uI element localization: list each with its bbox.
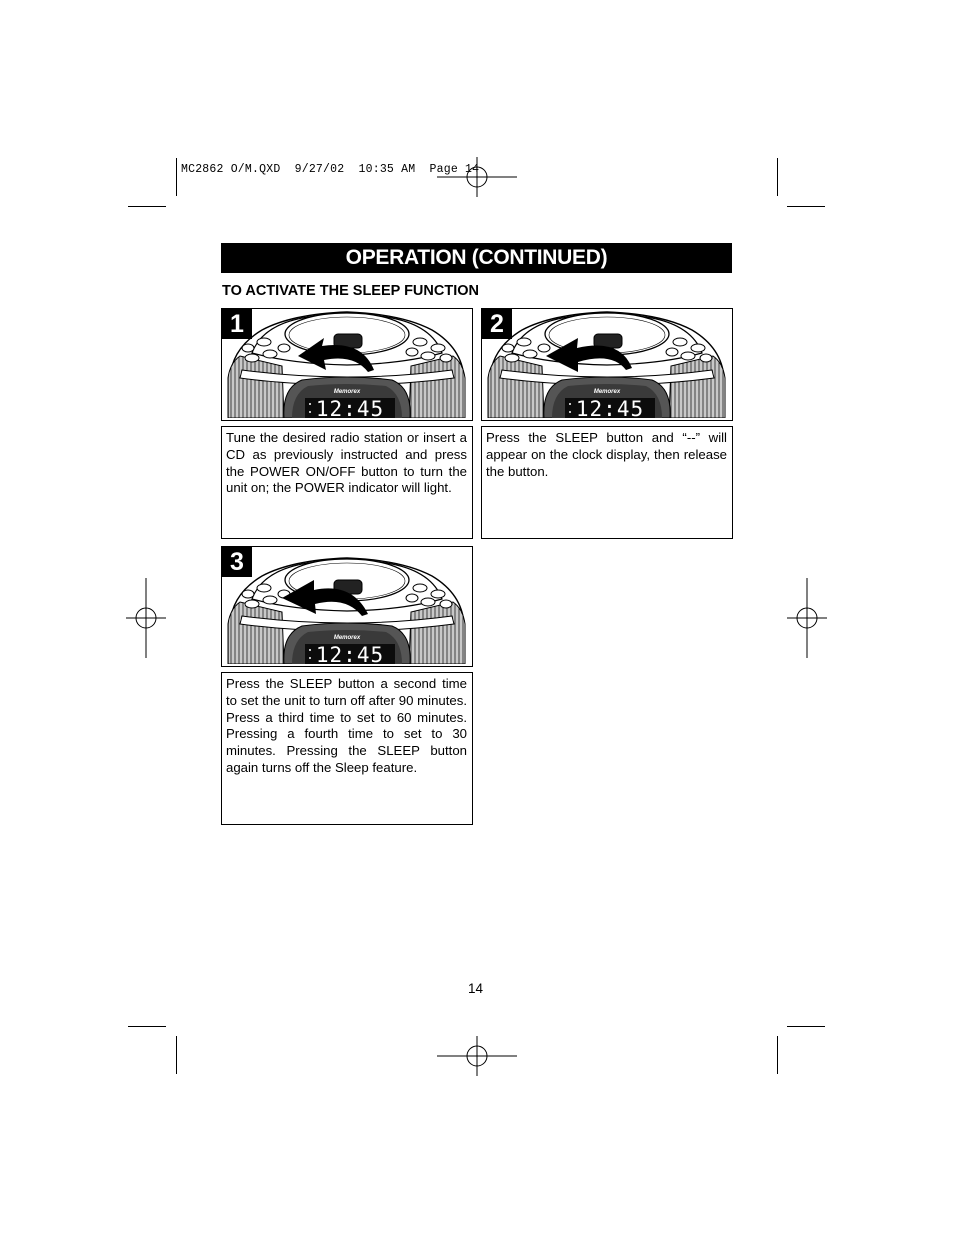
step-number-badge: 3	[222, 547, 252, 577]
print-slug: MC2862 O/M.QXD 9/27/02 10:35 AM Page 14	[181, 163, 480, 176]
clock-display: 12:45	[315, 397, 385, 418]
brand-logo: Memorex	[333, 389, 361, 395]
clock-display: 12:45	[315, 643, 385, 664]
step-1-illustration	[221, 308, 473, 421]
step-number-badge: 2	[482, 309, 512, 339]
step-number-badge: 1	[222, 309, 252, 339]
brand-logo: Memorex	[593, 389, 621, 395]
crop-mark	[787, 1026, 825, 1027]
section-title: TO ACTIVATE THE SLEEP FUNCTION	[222, 283, 479, 299]
crop-mark	[777, 1036, 778, 1074]
step-3-illustration	[221, 546, 473, 667]
radio-illustration	[222, 547, 471, 664]
page-number: 14	[468, 981, 484, 996]
crop-mark	[128, 206, 166, 207]
brand-logo: Memorex	[333, 635, 361, 641]
step-2-illustration	[481, 308, 733, 421]
crop-mark	[176, 1036, 177, 1074]
registration-mark-icon	[787, 578, 827, 658]
step-2-text: Press the SLEEP button and “--” will appear on the clock display, then release the button.	[481, 426, 733, 539]
registration-mark-icon	[126, 578, 166, 658]
page-title: OPERATION (CONTINUED)	[221, 243, 732, 273]
crop-mark	[176, 158, 177, 196]
registration-mark-icon	[437, 1036, 517, 1076]
crop-mark	[777, 158, 778, 196]
radio-illustration	[222, 309, 471, 418]
crop-mark	[128, 1026, 166, 1027]
step-1-text: Tune the desired radio station or insert a CD as previously instructed and press the POWER ON/OFF button to turn the unit on; the POWER indicator will light.	[221, 426, 473, 539]
registration-mark-icon	[437, 157, 517, 197]
clock-display: 12:45	[575, 397, 645, 418]
crop-mark	[787, 206, 825, 207]
radio-illustration	[482, 309, 731, 418]
step-3-text: Press the SLEEP button a second time to set the unit to turn off after 90 minutes. Press a third time to set to 60 minutes. Pressing a fourth time to set to 30 minutes. Pressing the SLEEP button again turns off the Sleep feature.	[221, 672, 473, 825]
